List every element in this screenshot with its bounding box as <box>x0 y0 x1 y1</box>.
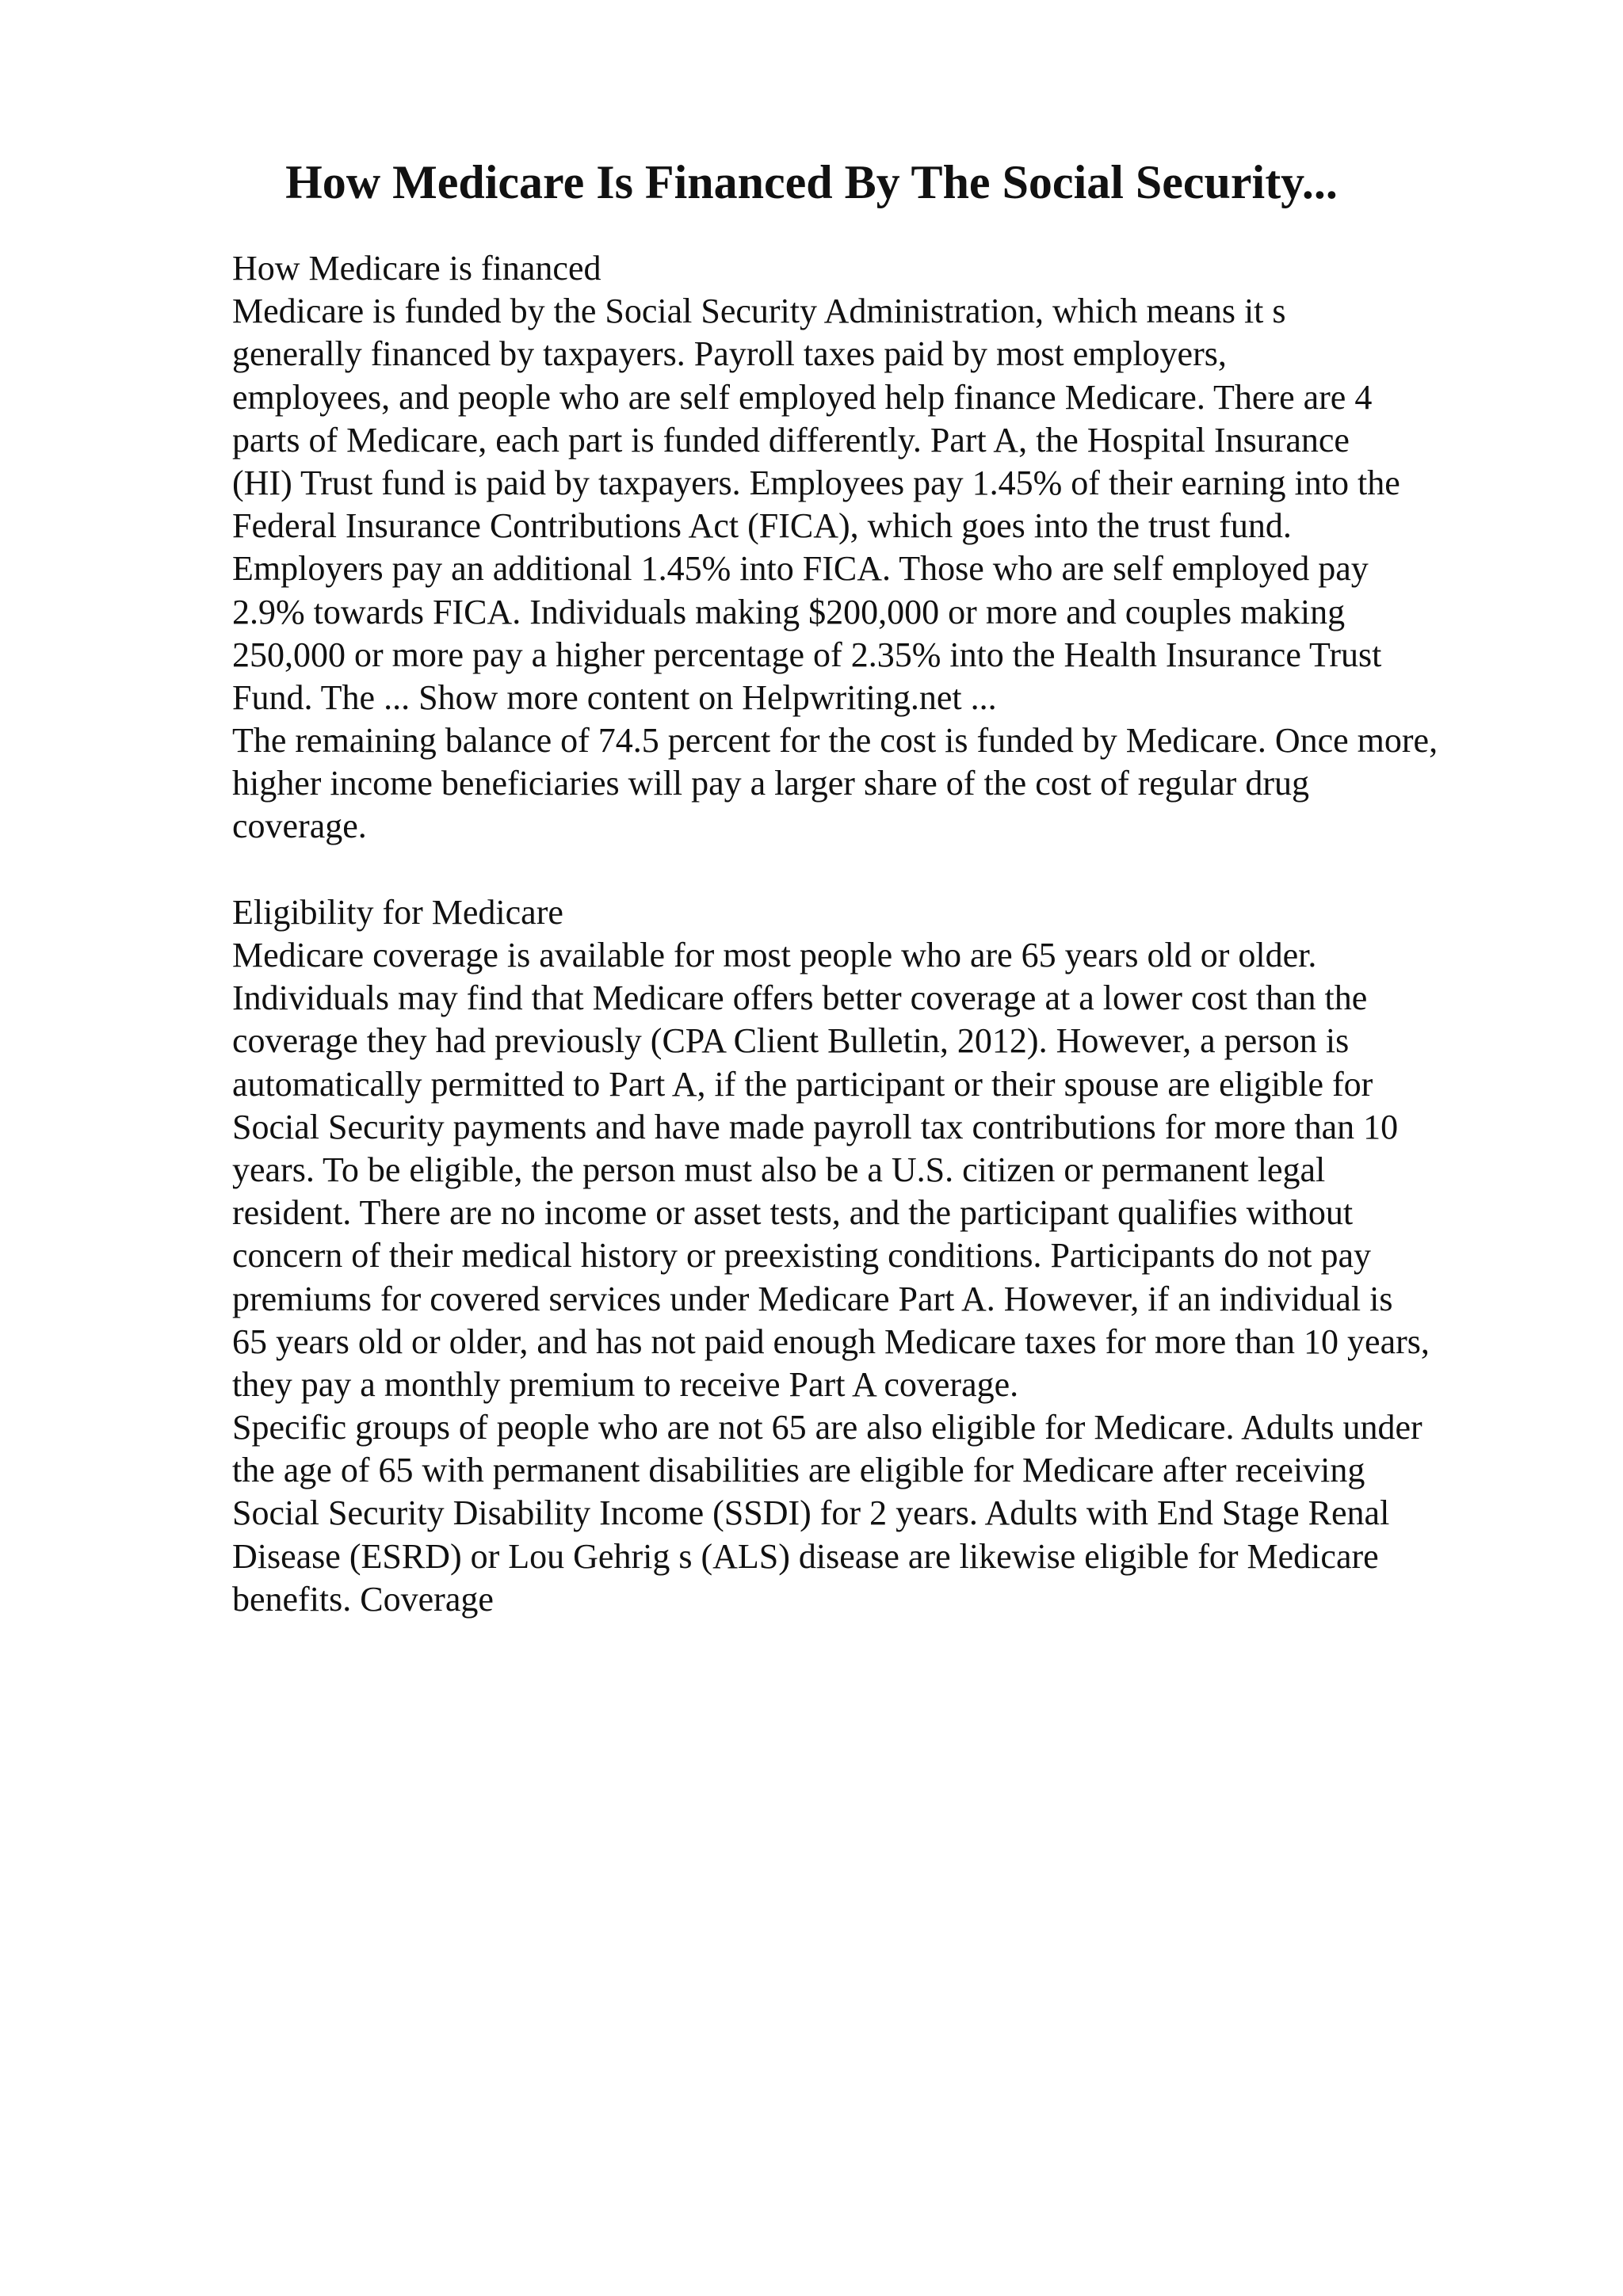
section-heading-eligibility: Eligibility for Medicare <box>232 892 563 932</box>
text-line: employees, and people who are self employed help finance Medicare. There are 4 <box>232 377 1373 417</box>
text-line: 250,000 or more pay a higher percentage of 2.35% into the Health Insurance Trust <box>232 635 1382 674</box>
text-line: Fund. The ... Show more content on Helpwriting.net ... <box>232 677 997 717</box>
paragraph-eligibility <box>232 934 1532 1406</box>
text-line: Medicare coverage is available for most people who are 65 years old or older. <box>232 936 1317 974</box>
text-line: resident. There are no income or asset tests, and the participant qualifies without <box>232 1193 1354 1233</box>
paragraph-spacer <box>232 849 1532 891</box>
text-line: Specific groups of people who are not 65 are also eligible for Medicare. Adults under <box>232 1408 1423 1447</box>
text-line: coverage they had previously (CPA Client Bulletin, 2012). However, a person is <box>232 1021 1350 1061</box>
text-line: Individuals may find that Medicare offers better coverage at a lower cost than the <box>232 978 1368 1018</box>
document-body <box>232 247 1532 1621</box>
text-line: premiums for covered services under Medicare Part A. However, if an individual is <box>232 1279 1393 1318</box>
text-line: Federal Insurance Contributions Act (FICA), which goes into the trust fund. <box>232 506 1292 546</box>
text-line: coverage. <box>232 807 367 846</box>
text-line: generally financed by taxpayers. Payroll taxes paid by most employers, <box>232 334 1227 374</box>
text-line: higher income beneficiaries will pay a larger share of the cost of regular drug <box>232 764 1309 803</box>
page-title: How Medicare Is Financed By The Social Security... <box>285 156 1338 208</box>
text-line: concern of their medical history or preexisting conditions. Participants do not pay <box>232 1236 1371 1276</box>
text-line: Disease (ESRD) or Lou Gehrig s (ALS) disease are likewise eligible for Medicare <box>232 1536 1379 1576</box>
text-line: automatically permitted to Part A, if the participant or their spouse are eligible for <box>232 1064 1373 1104</box>
text-line: Medicare is funded by the Social Security Administration, which means it s <box>232 292 1286 331</box>
text-line: years. To be eligible, the person must also be a U.S. citizen or permanent legal <box>232 1150 1326 1189</box>
paragraph-financing <box>232 290 1532 719</box>
text-line: 2.9% towards FICA. Individuals making $200,000 or more and couples making <box>232 592 1346 631</box>
text-line: parts of Medicare, each part is funded differently. Part A, the Hospital Insurance <box>232 420 1350 460</box>
text-line: (HI) Trust fund is paid by taxpayers. Employees pay 1.45% of their earning into the <box>232 463 1400 502</box>
text-line: The remaining balance of 74.5 percent for the cost is funded by Medicare. Once more, <box>232 721 1438 761</box>
text-line: they pay a monthly premium to receive Part A coverage. <box>232 1364 1019 1404</box>
text-line: 65 years old or older, and has not paid enough Medicare taxes for more than 10 years, <box>232 1322 1430 1361</box>
text-line: Employers pay an additional 1.45% into FICA. Those who are self employed pay <box>232 549 1369 589</box>
paragraph-specific-groups <box>232 1406 1532 1621</box>
paragraph-remaining-balance <box>232 719 1532 849</box>
text-line: Social Security payments and have made payroll tax contributions for more than 10 <box>232 1107 1399 1146</box>
section-heading-financing: How Medicare is financed <box>232 249 601 288</box>
text-line: the age of 65 with permanent disabilities are eligible for Medicare after receiving <box>232 1451 1365 1490</box>
text-line: Social Security Disability Income (SSDI) for 2 years. Adults with End Stage Renal <box>232 1493 1390 1533</box>
text-line: benefits. Coverage <box>232 1579 494 1619</box>
